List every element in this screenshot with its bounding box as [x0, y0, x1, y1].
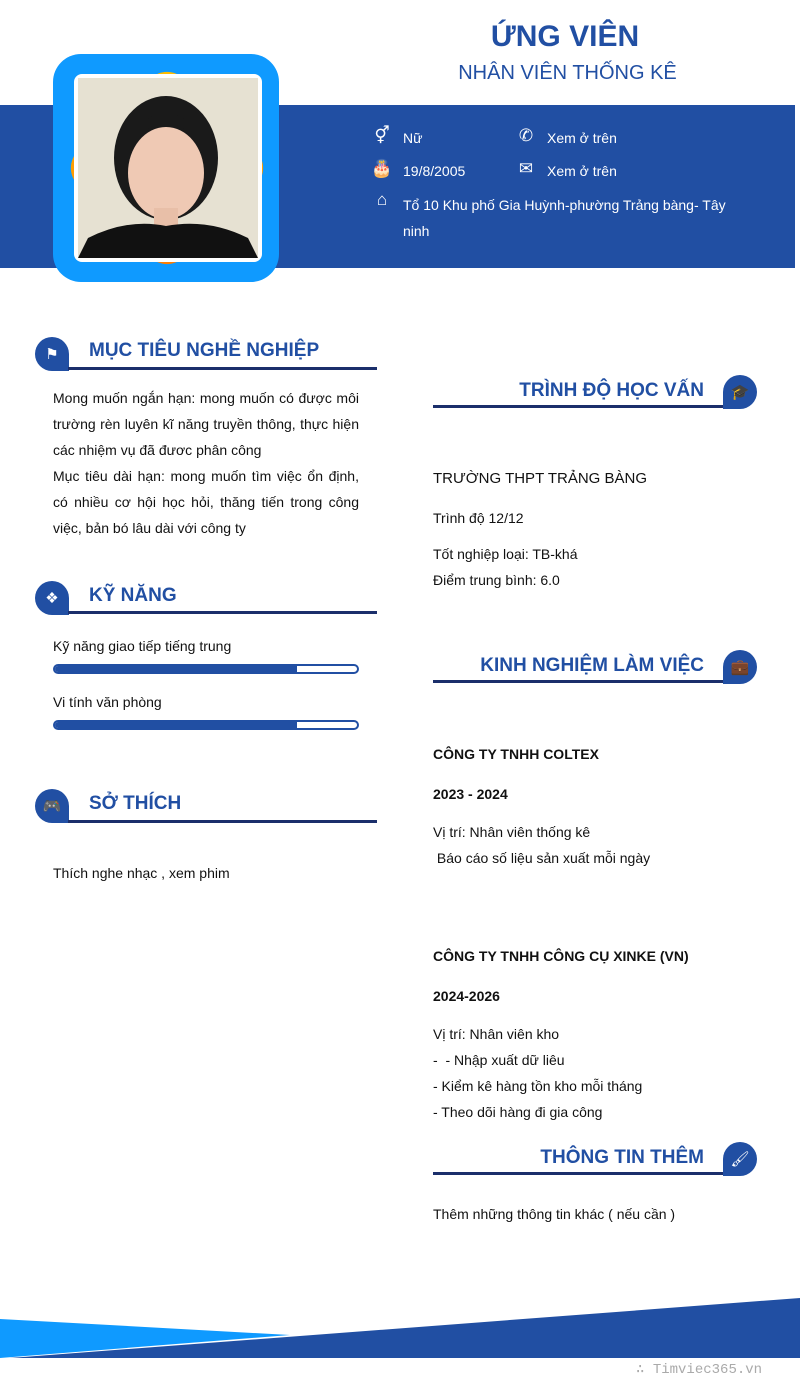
hobbies-text: Thích nghe nhạc , xem phim	[53, 865, 230, 881]
skill-name: Vi tính văn phòng	[53, 694, 162, 710]
divider	[433, 1172, 723, 1175]
page-title: ỨNG VIÊN	[490, 20, 640, 53]
gamepad-icon: 🎮	[35, 789, 69, 823]
birthday-value: 19/8/2005	[403, 163, 466, 179]
education-heading: TRÌNH ĐỘ HỌC VẤN	[519, 380, 704, 401]
graduation-cap-icon: 🎓	[723, 375, 757, 409]
phone-value: Xem ở trên	[547, 130, 617, 146]
job-line: - - Nhập xuất dữ liêu	[433, 1052, 565, 1068]
divider	[433, 405, 723, 408]
skills-heading: KỸ NĂNG	[89, 585, 177, 606]
job-line: Vị trí: Nhân viên thống kê	[433, 824, 591, 840]
education-level: Trình độ 12/12	[433, 510, 524, 526]
company-name: CÔNG TY TNHH CÔNG CỤ XINKE (VN)	[433, 948, 689, 964]
avatar-photo	[78, 78, 258, 258]
objective-short: Mong muốn ngắn hạn: mong muốn có được môi trường rèn luyên kĩ năng truyền thông, thực hiện các nhiệm vụ đã đươc phân công	[53, 390, 359, 458]
job-line: - Kiểm kê hàng tồn kho mỗi tháng	[433, 1078, 643, 1094]
gpa: Điểm trung bình: 6.0	[433, 572, 560, 588]
job-line: Báo cáo số liệu sản xuất mỗi ngày	[433, 850, 651, 866]
skill-bar	[53, 664, 359, 674]
skill-name: Kỹ năng giao tiếp tiếng trung	[53, 638, 232, 654]
address-value: Tổ 10 Khu phố Gia Huỳnh-phường Trảng bàng- Tây ninh	[403, 197, 726, 239]
email-value: Xem ở trên	[547, 163, 617, 179]
home-icon: ⌂	[376, 190, 388, 209]
email-icon: ✉	[518, 159, 534, 178]
gender-icon: ⚥	[374, 126, 390, 145]
graduation-grade: Tốt nghiệp loại: TB-khá	[433, 546, 578, 562]
job-period: 2023 - 2024	[433, 786, 508, 802]
phone-icon: ✆	[518, 126, 534, 145]
footer-decoration	[0, 1290, 800, 1360]
divider	[433, 680, 723, 683]
briefcase-icon: 💼	[723, 650, 757, 684]
objective-heading: MỤC TIÊU NGHỀ NGHIỆP	[89, 340, 320, 361]
flag-icon: ⚑	[35, 337, 69, 371]
extra-heading: THÔNG TIN THÊM	[540, 1147, 704, 1168]
cubes-icon: ❖	[35, 581, 69, 615]
skill-bar	[53, 720, 359, 730]
company-name: CÔNG TY TNHH COLTEX	[433, 746, 599, 762]
divider	[68, 611, 377, 614]
skill-bar-fill	[55, 666, 297, 672]
avatar	[74, 74, 262, 262]
job-line: Vị trí: Nhân viên kho	[433, 1026, 560, 1042]
job-period: 2024-2026	[433, 988, 500, 1004]
divider	[68, 820, 377, 823]
watermark: ∴ Timviec365.vn	[636, 1362, 763, 1378]
school-name: TRƯỜNG THPT TRẢNG BÀNG	[433, 470, 648, 487]
extra-text: Thêm những thông tin khác ( nếu cần )	[433, 1206, 676, 1222]
objective-long: Mục tiêu dài hạn: mong muốn tìm việc ổn định, có nhiều cơ hội học hỏi, thăng tiến trong công việc, bản bó lâu dài với công ty	[53, 468, 359, 536]
job-position: NHÂN VIÊN THỐNG KÊ	[458, 62, 677, 84]
divider	[68, 367, 377, 370]
brush-icon: 🖌	[723, 1142, 757, 1176]
job-line: - Theo dõi hàng đi gia công	[433, 1104, 603, 1120]
skill-bar-fill	[55, 722, 297, 728]
birthday-cake-icon: 🎂	[371, 159, 393, 178]
gender-value: Nữ	[403, 130, 423, 146]
hobbies-heading: SỞ THÍCH	[89, 793, 182, 814]
experience-heading: KINH NGHIỆM LÀM VIỆC	[480, 655, 704, 676]
